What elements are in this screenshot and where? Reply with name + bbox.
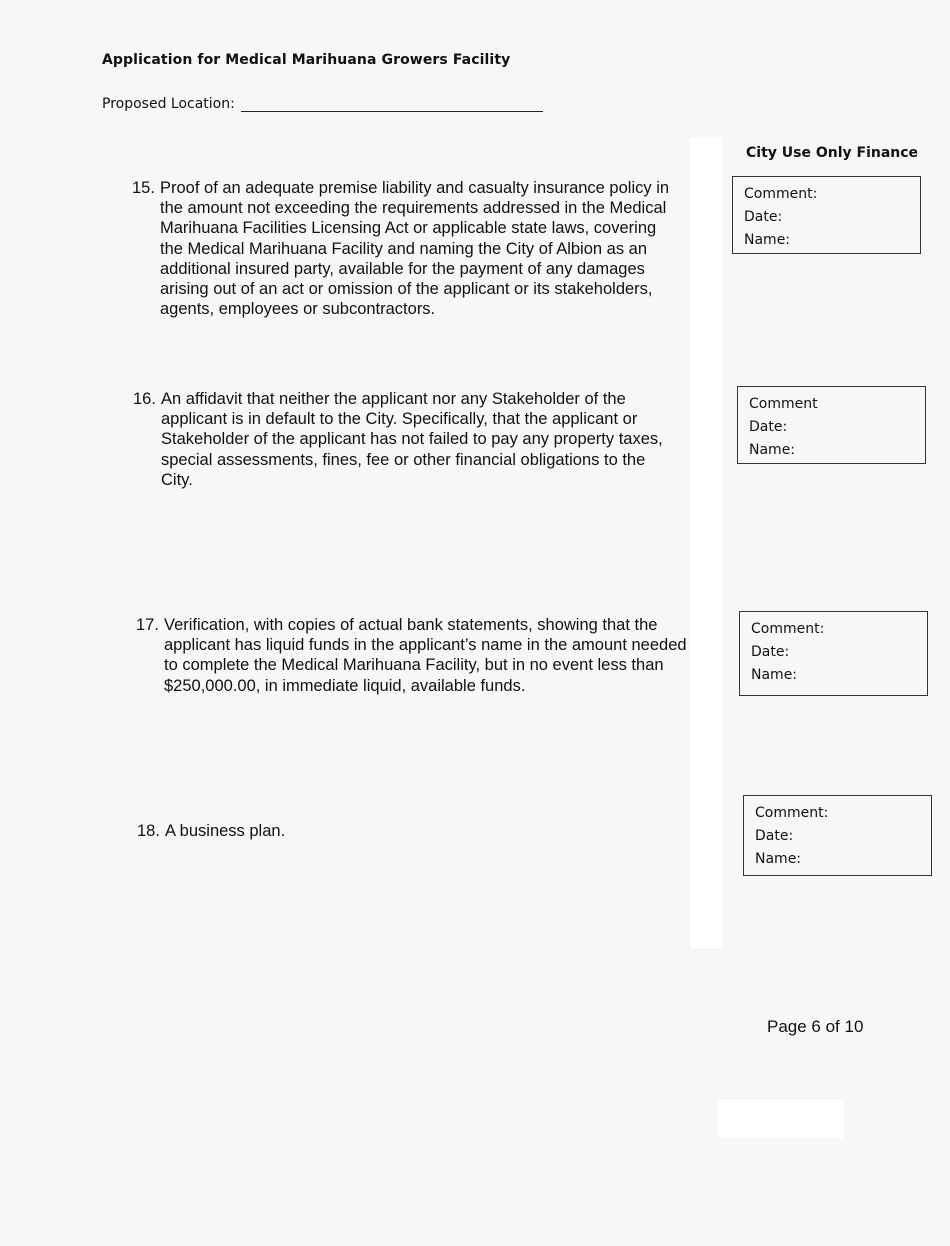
list-item-18 [137,821,437,841]
date-label: Date: [755,828,794,844]
item-text: Verification, with copies of actual bank statements, showing that the applicant has liquid funds in the applicant’s name in the amount needed to complete the Medical Marihuana Facility, but in no event less than $250,000.00, in immediate liquid, available funds. [164,616,687,695]
item-number: 16. [133,390,156,408]
list-item-16 [133,389,681,490]
date-label: Date: [744,209,783,225]
comment-label: Comment: [755,805,829,821]
name-label: Name: [755,851,802,867]
comment-box-15 [732,176,921,254]
blank-patch [718,1100,844,1138]
item-text: A business plan. [165,822,286,840]
comment-label: Comment [749,396,818,412]
item-number: 18. [137,822,160,840]
date-label: Date: [749,419,788,435]
item-text: An affidavit that neither the applicant nor any Stakeholder of the applicant is in default to the City. Specifically, that the applicant or Stakeholder of the applicant has not failed to pay any property taxes, special assessments, fines, fee or other financial obligations to the City. [161,390,663,489]
sidebar-divider [690,138,722,948]
comment-box-16 [737,386,926,464]
comment-label: Comment: [751,621,825,637]
document-title: Application for Medical Marihuana Growers Facility [102,52,511,68]
city-use-heading: City Use Only Finance [746,145,919,161]
name-label: Name: [744,232,791,248]
comment-label: Comment: [744,186,818,202]
item-number: 17. [136,616,159,634]
proposed-location-label: Proposed Location: [102,96,235,112]
list-item-17 [136,615,688,696]
item-number: 15. [132,179,155,197]
date-label: Date: [751,644,790,660]
item-text: Proof of an adequate premise liability and casualty insurance policy in the amount not exceeding the requirements addressed in the Medical Marihuana Facilities Licensing Act or applicable state laws, covering the Medical Marihuana Facility and naming the City of Albion as an additional insured party, available for the payment of any damages arising out of an act or omission of the applicant or its stakeholders, agents, employees or subcontractors. [160,179,670,319]
proposed-location-row [102,96,543,112]
name-label: Name: [751,667,798,683]
comment-box-18 [743,795,932,876]
page-number: Page 6 of 10 [767,1017,864,1036]
comment-box-17 [739,611,928,696]
list-item-15 [132,178,677,319]
proposed-location-blank [241,97,543,112]
name-label: Name: [749,442,796,458]
